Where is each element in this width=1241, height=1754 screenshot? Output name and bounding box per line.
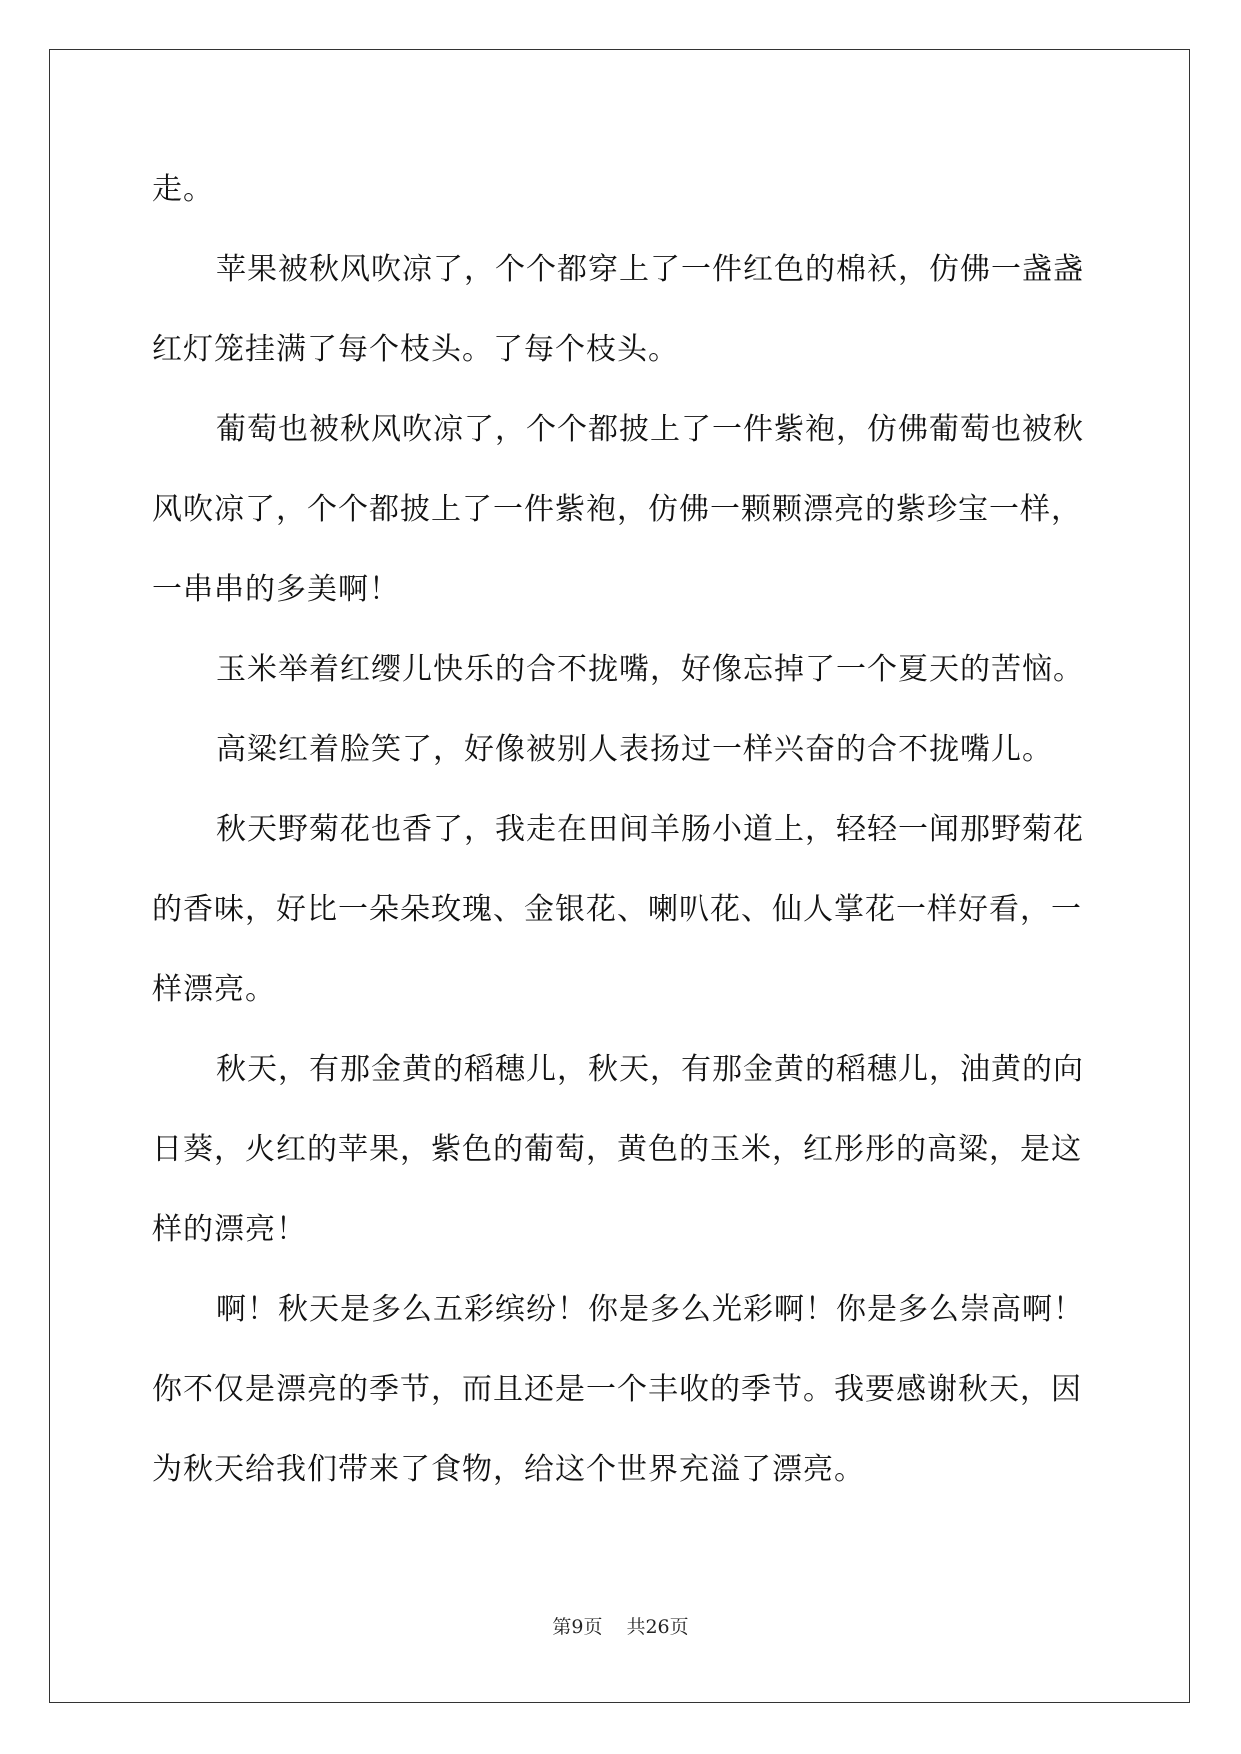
text-line: 秋天，有那金黄的稻穗儿，秋天，有那金黄的稻穗儿，油黄的向 [216,1052,1084,1087]
document-body [152,150,1092,1510]
text-line: 走。 [152,172,214,207]
text-line: 样的漂亮！ [152,1212,307,1247]
text-line: 的香味，好比一朵朵玫瑰、金银花、喇叭花、仙人掌花一样好看，一 [152,892,1082,927]
text-line: 日葵，火红的苹果，紫色的葡萄，黄色的玉米，红彤彤的高粱，是这 [152,1132,1082,1167]
page-number-total: 共26页 [626,1616,689,1638]
page-footer [0,1612,1241,1639]
text-line: 为秋天给我们带来了食物，给这个世界充溢了漂亮。 [152,1452,865,1487]
text-line: 葡萄也被秋风吹凉了，个个都披上了一件紫袍，仿佛葡萄也被秋 [216,412,1084,447]
text-line: 高粱红着脸笑了，好像被别人表扬过一样兴奋的合不拢嘴儿。 [216,732,1053,767]
text-line: 风吹凉了，个个都披上了一件紫袍，仿佛一颗颗漂亮的紫珍宝一样， [152,492,1082,527]
text-line: 一串串的多美啊！ [152,572,400,607]
text-line: 啊！秋天是多么五彩缤纷！你是多么光彩啊！你是多么崇高啊！ [216,1292,1084,1327]
page-number-current: 第9页 [552,1616,603,1638]
text-line: 秋天野菊花也香了，我走在田间羊肠小道上，轻轻一闻那野菊花 [216,812,1084,847]
text-line: 红灯笼挂满了每个枝头。了每个枝头。 [152,332,679,367]
text-line: 样漂亮。 [152,972,276,1007]
text-line: 苹果被秋风吹凉了，个个都穿上了一件红色的棉袄，仿佛一盏盏 [216,252,1084,287]
text-line: 玉米举着红缨儿快乐的合不拢嘴，好像忘掉了一个夏天的苦恼。 [216,652,1084,687]
text-line: 你不仅是漂亮的季节，而且还是一个丰收的季节。我要感谢秋天，因 [152,1372,1082,1407]
